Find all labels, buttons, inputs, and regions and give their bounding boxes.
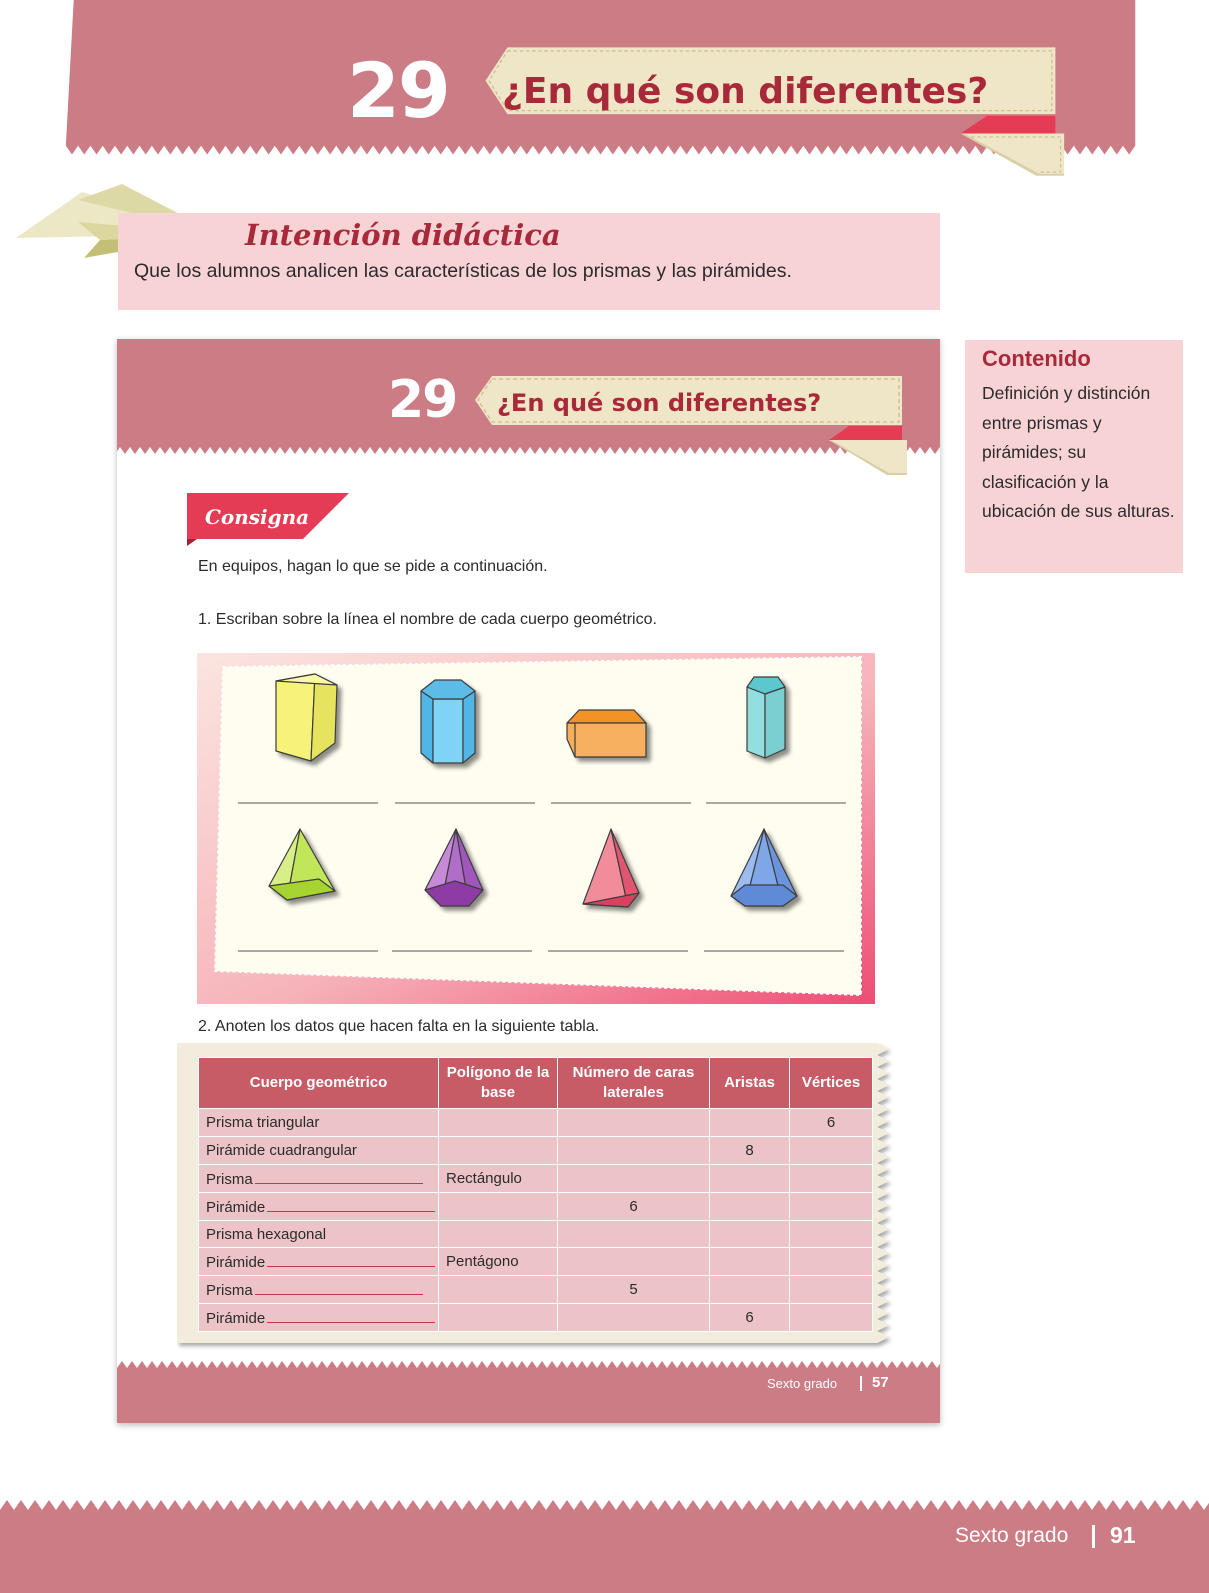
table-row xyxy=(199,1109,873,1137)
intencion-heading: Intención didáctica xyxy=(245,218,561,252)
table-row xyxy=(199,1136,873,1164)
cell-base xyxy=(439,1136,558,1164)
consigna-label: Consigna xyxy=(205,505,310,529)
cell-aristas xyxy=(710,1248,790,1276)
cell-cuerpo xyxy=(199,1192,439,1220)
inner-lesson-number: 29 xyxy=(388,370,457,430)
cell-caras: 5 xyxy=(558,1276,710,1304)
table-row xyxy=(199,1276,873,1304)
cell-base xyxy=(439,1304,558,1332)
cell-cuerpo-text: Pirámide xyxy=(206,1198,266,1216)
cell-aristas xyxy=(710,1276,790,1304)
cell-caras xyxy=(558,1136,710,1164)
data-table xyxy=(198,1057,873,1332)
table-row xyxy=(199,1304,873,1332)
cell-vertices: 6 xyxy=(790,1109,873,1137)
header-vertices: Vértices xyxy=(790,1058,873,1109)
answer-blank-line[interactable] xyxy=(255,1169,423,1184)
cell-aristas xyxy=(710,1164,790,1192)
contenido-title: Contenido xyxy=(982,346,1091,371)
cell-vertices xyxy=(790,1248,873,1276)
header-cuerpo: Cuerpo geométrico xyxy=(199,1058,439,1109)
item-2-text: 2. Anoten los datos que hacen falta en la siguiente tabla. xyxy=(198,1018,600,1035)
cell-vertices xyxy=(790,1220,873,1248)
cell-cuerpo-text: Pirámide xyxy=(206,1254,266,1272)
footer-grade: Sexto grado xyxy=(955,1524,1069,1547)
cell-cuerpo-text: Prisma xyxy=(206,1282,253,1300)
instruction-text: En equipos, hagan lo que se pide a continuación. xyxy=(198,558,548,575)
cell-aristas xyxy=(710,1109,790,1137)
table-row xyxy=(199,1220,873,1248)
answer-blank-line[interactable] xyxy=(255,1280,423,1295)
cell-caras xyxy=(558,1304,710,1332)
cell-base xyxy=(439,1109,558,1137)
cell-base: Pentágono xyxy=(439,1248,558,1276)
lesson-number: 29 xyxy=(347,46,449,135)
item-1-text: 1. Escriban sobre la línea el nombre de cada cuerpo geométrico. xyxy=(198,611,657,628)
cell-caras xyxy=(558,1109,710,1137)
cell-aristas: 6 xyxy=(710,1304,790,1332)
inner-footer-grade: Sexto grado xyxy=(767,1376,838,1391)
cell-cuerpo xyxy=(199,1248,439,1276)
cell-aristas: 8 xyxy=(710,1136,790,1164)
rectangular-prism-icon xyxy=(567,710,646,757)
cell-cuerpo-text: Pirámide xyxy=(206,1310,266,1328)
cell-caras xyxy=(558,1248,710,1276)
inner-footer-page: 57 xyxy=(872,1374,889,1391)
pentagonal-prism-icon xyxy=(747,677,785,758)
table-row xyxy=(199,1248,873,1276)
header-caras: Número de caras laterales xyxy=(558,1058,710,1109)
shapes-panel xyxy=(197,653,875,1004)
lesson-title: ¿En qué son diferentes? xyxy=(502,71,989,112)
cell-aristas xyxy=(710,1220,790,1248)
intencion-text: Que los alumnos analicen las características de los prismas y las pirámides. xyxy=(134,260,792,282)
answer-blank-line[interactable] xyxy=(267,1252,435,1267)
table-row xyxy=(199,1192,873,1220)
cell-cuerpo xyxy=(199,1136,439,1164)
header-poligono: Polígono de la base xyxy=(439,1058,558,1109)
footer-divider xyxy=(1092,1525,1095,1548)
hexagonal-prism-icon xyxy=(421,680,475,763)
header-aristas: Aristas xyxy=(710,1058,790,1109)
triangular-prism-icon xyxy=(276,674,337,761)
cell-cuerpo xyxy=(199,1276,439,1304)
cell-vertices xyxy=(790,1304,873,1332)
cell-aristas xyxy=(710,1192,790,1220)
contenido-text: Definición y distinción entre prismas y pirámides; su clasificación y la ubicación de sus alturas. xyxy=(982,383,1175,521)
cell-vertices xyxy=(790,1164,873,1192)
cell-base xyxy=(439,1192,558,1220)
cell-cuerpo-text: Prisma triangular xyxy=(206,1113,320,1131)
cell-cuerpo xyxy=(199,1304,439,1332)
cell-base: Rectángulo xyxy=(439,1164,558,1192)
cell-caras: 6 xyxy=(558,1192,710,1220)
table-header-row xyxy=(199,1058,873,1109)
cell-cuerpo-text: Prisma hexagonal xyxy=(206,1225,327,1243)
table-row xyxy=(199,1164,873,1192)
cell-base xyxy=(439,1276,558,1304)
cell-vertices xyxy=(790,1276,873,1304)
cell-vertices xyxy=(790,1192,873,1220)
cell-cuerpo xyxy=(199,1220,439,1248)
cell-base xyxy=(439,1220,558,1248)
cell-vertices xyxy=(790,1136,873,1164)
cell-cuerpo-text: Prisma xyxy=(206,1170,253,1188)
footer-page-number: 91 xyxy=(1110,1522,1136,1548)
inner-footer-divider xyxy=(860,1376,862,1391)
cell-cuerpo-text: Pirámide cuadrangular xyxy=(206,1141,357,1159)
answer-blank-line[interactable] xyxy=(267,1197,435,1212)
answer-blank-line[interactable] xyxy=(267,1308,435,1323)
inner-lesson-title: ¿En qué son diferentes? xyxy=(497,389,822,417)
cell-cuerpo xyxy=(199,1109,439,1137)
cell-caras xyxy=(558,1164,710,1192)
cell-caras xyxy=(558,1220,710,1248)
cell-cuerpo xyxy=(199,1164,439,1192)
